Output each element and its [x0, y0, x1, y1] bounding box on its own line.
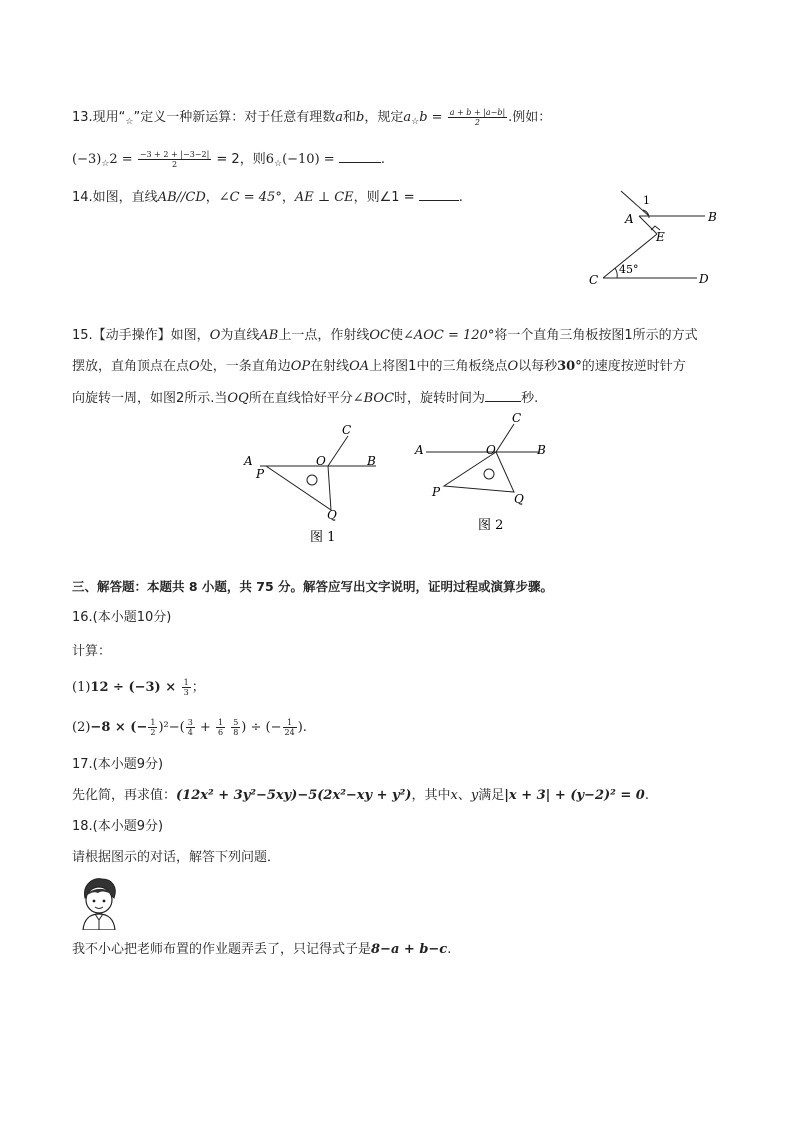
- q14-text: [72, 188, 463, 207]
- q18-title: 18.(本小题9分): [72, 819, 164, 834]
- fig2-caption: 图 2: [478, 518, 504, 533]
- def-denominator: 2: [474, 118, 480, 127]
- q13-end: .: [380, 152, 385, 167]
- q16-f5: [283, 718, 297, 737]
- fig2-label-a: A: [415, 443, 424, 457]
- q15-boc: ∠BOC: [352, 391, 395, 406]
- ask-lhs: 6: [265, 152, 274, 167]
- ex-denominator: 2: [172, 160, 178, 169]
- q14-parallel: AB//CD: [157, 190, 206, 205]
- fig2-label-c: C: [512, 411, 522, 425]
- answer-blank-q13[interactable]: [339, 150, 381, 163]
- q16-title: 16.(本小题10分): [72, 610, 172, 625]
- label-b: B: [708, 210, 717, 224]
- q15-l1e: 将一个直角三角板按图1所示的方式: [494, 328, 698, 343]
- q15-figure-1: [238, 418, 388, 548]
- fig1-label-c: C: [342, 423, 352, 437]
- label-45: 45°: [619, 263, 639, 276]
- q15-figure-2: [412, 408, 562, 538]
- q16-p1-fraction: [182, 678, 191, 697]
- def-lhs-a: a: [403, 110, 412, 125]
- q15-line1: [72, 327, 698, 345]
- q16-part2: [72, 718, 307, 737]
- q15-o3: O: [507, 359, 519, 374]
- q16-p1-expr: 12 ÷ (−3) ×: [90, 680, 181, 695]
- ex-result: = 2，则: [212, 152, 266, 167]
- q15-line3: [72, 389, 538, 408]
- q13-line2: [72, 150, 385, 173]
- q15-l2e: 以每秒: [518, 359, 558, 374]
- q15-l3b: 所在直线恰好平分: [248, 391, 353, 406]
- q18-intro: 请根据图示的对话，解答下列问题．: [72, 850, 281, 865]
- f3-d: 6: [217, 728, 224, 737]
- fig1-label-b: B: [367, 454, 376, 468]
- q15-oc: OC: [369, 328, 390, 343]
- q15-oq: OQ: [227, 391, 249, 406]
- q15-l2b: 处，一条直角边: [199, 359, 291, 374]
- label-a: A: [625, 212, 634, 226]
- q15-l3c: 时，旋转时间为: [394, 391, 486, 406]
- q16-p2-g: ).: [297, 720, 307, 735]
- q15-aoc: ∠AOC = 120°: [402, 328, 495, 343]
- fig1-triangle-hole: [307, 475, 317, 485]
- q15-o2: O: [189, 359, 200, 374]
- q16-p2-d: +: [195, 720, 215, 735]
- f3-n: 1: [217, 718, 224, 727]
- def-numerator: a + b + |a−b|: [449, 108, 506, 117]
- fig1-label-q: Q: [327, 508, 337, 522]
- q16-f1: [148, 718, 157, 737]
- q16-p2-f: ) ÷ (−: [241, 720, 282, 735]
- fig2-label-o: O: [486, 443, 496, 457]
- q17-title: 17.(本小题9分): [72, 757, 164, 772]
- q16-f3: [216, 718, 225, 737]
- fig1-triangle: [266, 466, 331, 510]
- angle-45-arc: [615, 268, 617, 278]
- q14-sep2: ，: [281, 190, 295, 205]
- fig2-label-b: B: [537, 443, 546, 457]
- q17-condition: |x + 3| + (y−2)² = 0: [504, 788, 645, 803]
- q15-l2a: 摆放，直角顶点在点: [72, 359, 190, 374]
- q16-f2: [186, 718, 195, 737]
- label-c: C: [589, 273, 599, 287]
- q15-l3a: 向旋转一周，如图2所示.当: [72, 391, 228, 406]
- fig1-label-p: P: [256, 467, 265, 481]
- label-e: E: [656, 230, 665, 244]
- star-symbol: ☆: [411, 117, 420, 127]
- q15-line2: [72, 358, 686, 376]
- q16-calc-label: 计算：: [72, 644, 112, 659]
- q15-oa: OA: [349, 359, 370, 374]
- f5-d: 24: [284, 728, 295, 737]
- var-a: a: [335, 110, 344, 125]
- f1-d: 2: [150, 728, 156, 737]
- q15-ab: AB: [259, 328, 279, 343]
- q16-p1-end: ；: [191, 680, 205, 695]
- section-3-heading: 三、解答题：本题共 8 小题，共 75 分。解答应写出文字说明，证明过程或演算步骤。: [72, 579, 554, 594]
- f4-d: 8: [233, 728, 239, 737]
- f1-n: 1: [150, 718, 156, 727]
- q13-intro: 13.现用“: [72, 110, 126, 125]
- answer-blank-q15[interactable]: [485, 389, 521, 402]
- var-b: b: [356, 110, 365, 125]
- q18-speech-end: .: [447, 942, 452, 957]
- q15-l1c: 上一点，作射线: [278, 328, 370, 343]
- q17-body: [72, 787, 649, 805]
- ex-lhs2: 2 =: [109, 152, 137, 167]
- q16-p2-e: [226, 720, 230, 735]
- label-1: 1: [643, 194, 650, 207]
- def-lhs-b: b: [419, 110, 428, 125]
- fig1-label-a: A: [244, 454, 253, 468]
- q18-speech: [72, 941, 451, 959]
- q16-p1-denominator: 3: [183, 688, 189, 697]
- q15-op: OP: [290, 359, 311, 374]
- student-avatar-icon: [76, 876, 122, 930]
- fig2-label-q: Q: [514, 492, 524, 506]
- q16-p2-c: )²−(: [158, 720, 185, 735]
- q18-speech-text: 我不小心把老师布置的作业题弄丢了，只记得式子是: [72, 942, 372, 957]
- q14-intro: 14.如图，直线: [72, 190, 158, 205]
- q13-intro2: ”定义一种新运算：对于任意有理数: [133, 110, 336, 125]
- q15-l1d: 使: [389, 328, 403, 343]
- q14-end: .: [458, 190, 463, 205]
- q13-ex-fraction: [138, 150, 211, 169]
- q14-figure: [585, 188, 725, 293]
- q15-speed: 30°: [557, 359, 582, 374]
- q14-perp: AE ⊥ CE: [294, 190, 354, 205]
- f2-n: 3: [187, 718, 193, 727]
- fig1-ray-oc: [328, 436, 348, 466]
- label-d: D: [699, 272, 709, 286]
- q13-example-label: .例如：: [508, 110, 552, 125]
- q17-end: .: [644, 788, 649, 803]
- ask-rhs: (−10) =: [282, 152, 339, 167]
- fig2-triangle: [444, 452, 514, 492]
- q16-p2-num: (2): [72, 720, 91, 735]
- q14-segment-ae: [639, 216, 657, 234]
- q13-rule: ，规定: [364, 110, 404, 125]
- q18-speech-expression: 8−a + b−c: [371, 942, 448, 957]
- fig2-triangle-hole: [484, 469, 494, 479]
- q15-l1a: 15.【动手操作】如图，: [72, 328, 210, 343]
- f5-n: 1: [283, 718, 297, 728]
- q16-p1-numerator: 1: [183, 678, 189, 687]
- q17-expression: (12x² + 3y²−5xy)−5(2x²−xy + y²): [176, 788, 412, 803]
- star-symbol: ☆: [101, 159, 110, 169]
- q16-f4: [231, 718, 240, 737]
- q13-eq: =: [427, 110, 447, 125]
- q14-ask: ，则∠1 =: [353, 190, 419, 205]
- q16-part1: [72, 678, 205, 697]
- q15-l3d: 秒.: [521, 391, 539, 406]
- q13-and: 和: [343, 110, 357, 125]
- q17-dun: 、: [457, 788, 471, 803]
- q13-line1: [72, 108, 551, 131]
- q17-text-b: ，其中: [411, 788, 451, 803]
- ex-numerator: −3 + 2 + |−3−2|: [139, 150, 210, 159]
- fig2-ray-oc: [496, 424, 514, 452]
- ex-lhs: (−3): [72, 152, 102, 167]
- answer-blank-q14[interactable]: [419, 188, 459, 201]
- f4-n: 5: [233, 718, 239, 727]
- q16-p1-num: (1): [72, 680, 91, 695]
- fig1-label-o: O: [316, 454, 326, 468]
- star-symbol: ☆: [273, 159, 283, 169]
- q14-angle-c: ∠C = 45°: [218, 190, 282, 205]
- q15-l1b: 为直线: [220, 328, 260, 343]
- q15-l2c: 在射线: [310, 359, 350, 374]
- q16-p2-a: −8 × (−: [90, 720, 148, 735]
- q15-l2f: 的速度按逆时针方: [581, 359, 686, 374]
- q17-y: y: [470, 788, 479, 803]
- q15-o1: O: [209, 328, 221, 343]
- q17-text-c: 满足: [478, 788, 505, 803]
- q17-x: x: [450, 788, 458, 803]
- q13-def-fraction: [448, 108, 507, 127]
- fig1-caption: 图 1: [310, 530, 336, 545]
- q14-sep1: ，: [205, 190, 219, 205]
- q17-text-a: 先化简，再求值：: [72, 788, 177, 803]
- f2-d: 4: [187, 728, 193, 737]
- q15-l2d: 上将图1中的三角板绕点: [369, 359, 508, 374]
- star-symbol: ☆: [125, 117, 134, 127]
- fig2-label-p: P: [432, 485, 441, 499]
